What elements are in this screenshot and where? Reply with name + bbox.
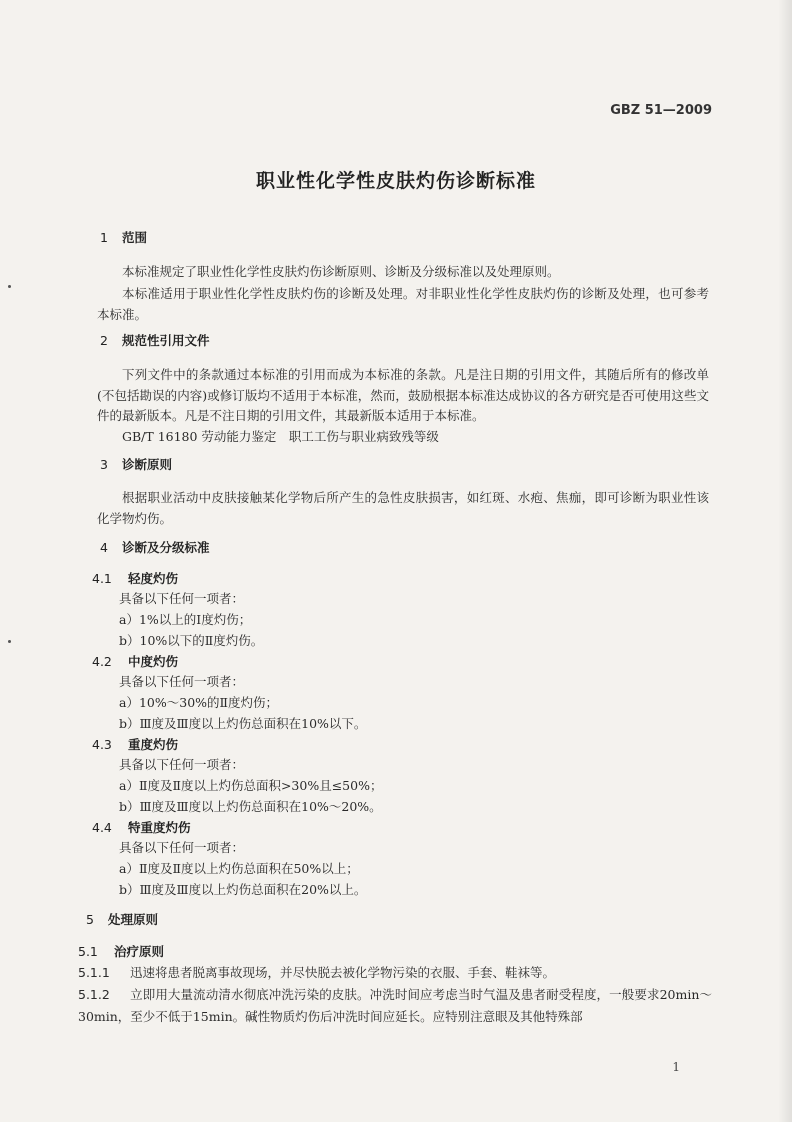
- subsection-title: 特重度灼伤: [128, 820, 191, 835]
- scan-dot: [8, 640, 11, 643]
- section-title: 处理原则: [108, 912, 159, 927]
- section-heading-2: [100, 331, 210, 349]
- clause-5-1-2: [78, 984, 712, 1027]
- paragraph: 本标准规定了职业性化学性皮肤灼伤诊断原则、诊断及分级标准以及处理原则。: [122, 264, 560, 279]
- list-item: b）10%以下的Ⅱ度灼伤。: [119, 633, 264, 648]
- clause-5-1-1: [78, 962, 712, 984]
- list-item: a）Ⅱ度及Ⅱ度以上灼伤总面积>30%且≤50%；: [119, 778, 383, 793]
- section-number: 2: [100, 333, 108, 348]
- section-title: 范围: [122, 230, 148, 245]
- subsection-title: 重度灼伤: [128, 737, 179, 752]
- list-lead: 具备以下任何一项者：: [119, 591, 245, 606]
- list-lead: 具备以下任何一项者：: [119, 757, 245, 772]
- subsection-title: 治疗原则: [114, 944, 165, 959]
- section-heading-4: [100, 538, 210, 556]
- document-title: 职业性化学性皮肤灼伤诊断标准: [255, 170, 536, 192]
- subsection-number: 4.4: [92, 820, 112, 835]
- page-number: 1: [672, 1060, 680, 1074]
- standard-code: GBZ 51—2009: [610, 103, 712, 118]
- clause-number: 5.1.1: [78, 965, 110, 980]
- section-number: 1: [100, 230, 108, 245]
- subsection-number: 4.2: [92, 654, 112, 669]
- section-number: 3: [100, 457, 108, 472]
- paragraph: 根据职业活动中皮肤接触某化学物后所产生的急性皮肤损害，如红斑、水疱、焦痂，即可诊断为职业性该化学物灼伤。: [97, 490, 709, 526]
- subsection-heading-4-3: [92, 735, 178, 753]
- section-heading-3: [100, 455, 172, 473]
- paragraph: 本标准适用于职业性化学性皮肤灼伤的诊断及处理。对非职业性化学性皮肤灼伤的诊断及处理，也可参考本标准。: [97, 286, 709, 322]
- subsection-heading-4-2: [92, 652, 178, 670]
- section-title: 诊断原则: [122, 457, 173, 472]
- list-lead: 具备以下任何一项者：: [119, 840, 245, 855]
- subsection-title: 中度灼伤: [128, 654, 179, 669]
- list-item: b）Ⅲ度及Ⅲ度以上灼伤总面积在20%以上。: [119, 882, 367, 897]
- section-heading-1: [100, 228, 147, 246]
- scan-dot: [8, 285, 11, 288]
- subsection-heading-4-1: [92, 569, 178, 587]
- clause-text: 立即用大量流动清水彻底冲洗污染的皮肤。冲洗时间应考虑当时气温及患者耐受程度，一般要求20min～30min，至少不低于15min。碱性物质灼伤后冲洗时间应延长。应特别注意眼及其他特殊部: [78, 987, 712, 1024]
- section-title: 诊断及分级标准: [122, 540, 210, 555]
- section-heading-5: [86, 910, 158, 928]
- list-item: a）1%以上的Ⅰ度灼伤；: [119, 612, 252, 627]
- reference-item: GB/T 16180 劳动能力鉴定 职工工伤与职业病致残等级: [122, 429, 439, 444]
- list-item: a）Ⅱ度及Ⅱ度以上灼伤总面积在50%以上；: [119, 861, 359, 876]
- list-item: b）Ⅲ度及Ⅲ度以上灼伤总面积在10%以下。: [119, 716, 367, 731]
- section-number: 5: [86, 912, 94, 927]
- clause-number: 5.1.2: [78, 987, 110, 1002]
- paragraph: 下列文件中的条款通过本标准的引用而成为本标准的条款。凡是注日期的引用文件，其随后所有的修改单(不包括勘误的内容)或修订版均不适用于本标准，然而，鼓励根据本标准达成协议的各方研究是否可使用这些文件的最新版本。凡是不注日期的引用文件，其最新版本适用于本标准。: [97, 367, 709, 423]
- list-item: a）10%～30%的Ⅱ度灼伤；: [119, 695, 279, 710]
- subsection-number: 5.1: [78, 944, 98, 959]
- subsection-number: 4.3: [92, 737, 112, 752]
- section-title: 规范性引用文件: [122, 333, 210, 348]
- list-lead: 具备以下任何一项者：: [119, 674, 245, 689]
- list-item: b）Ⅲ度及Ⅲ度以上灼伤总面积在10%～20%。: [119, 799, 382, 814]
- subsection-heading-5-1: [78, 942, 164, 960]
- subsection-number: 4.1: [92, 571, 112, 586]
- subsection-heading-4-4: [92, 818, 191, 836]
- subsection-title: 轻度灼伤: [128, 571, 179, 586]
- section-number: 4: [100, 540, 108, 555]
- clause-text: 迅速将患者脱离事故现场，并尽快脱去被化学物污染的衣服、手套、鞋袜等。: [130, 965, 556, 980]
